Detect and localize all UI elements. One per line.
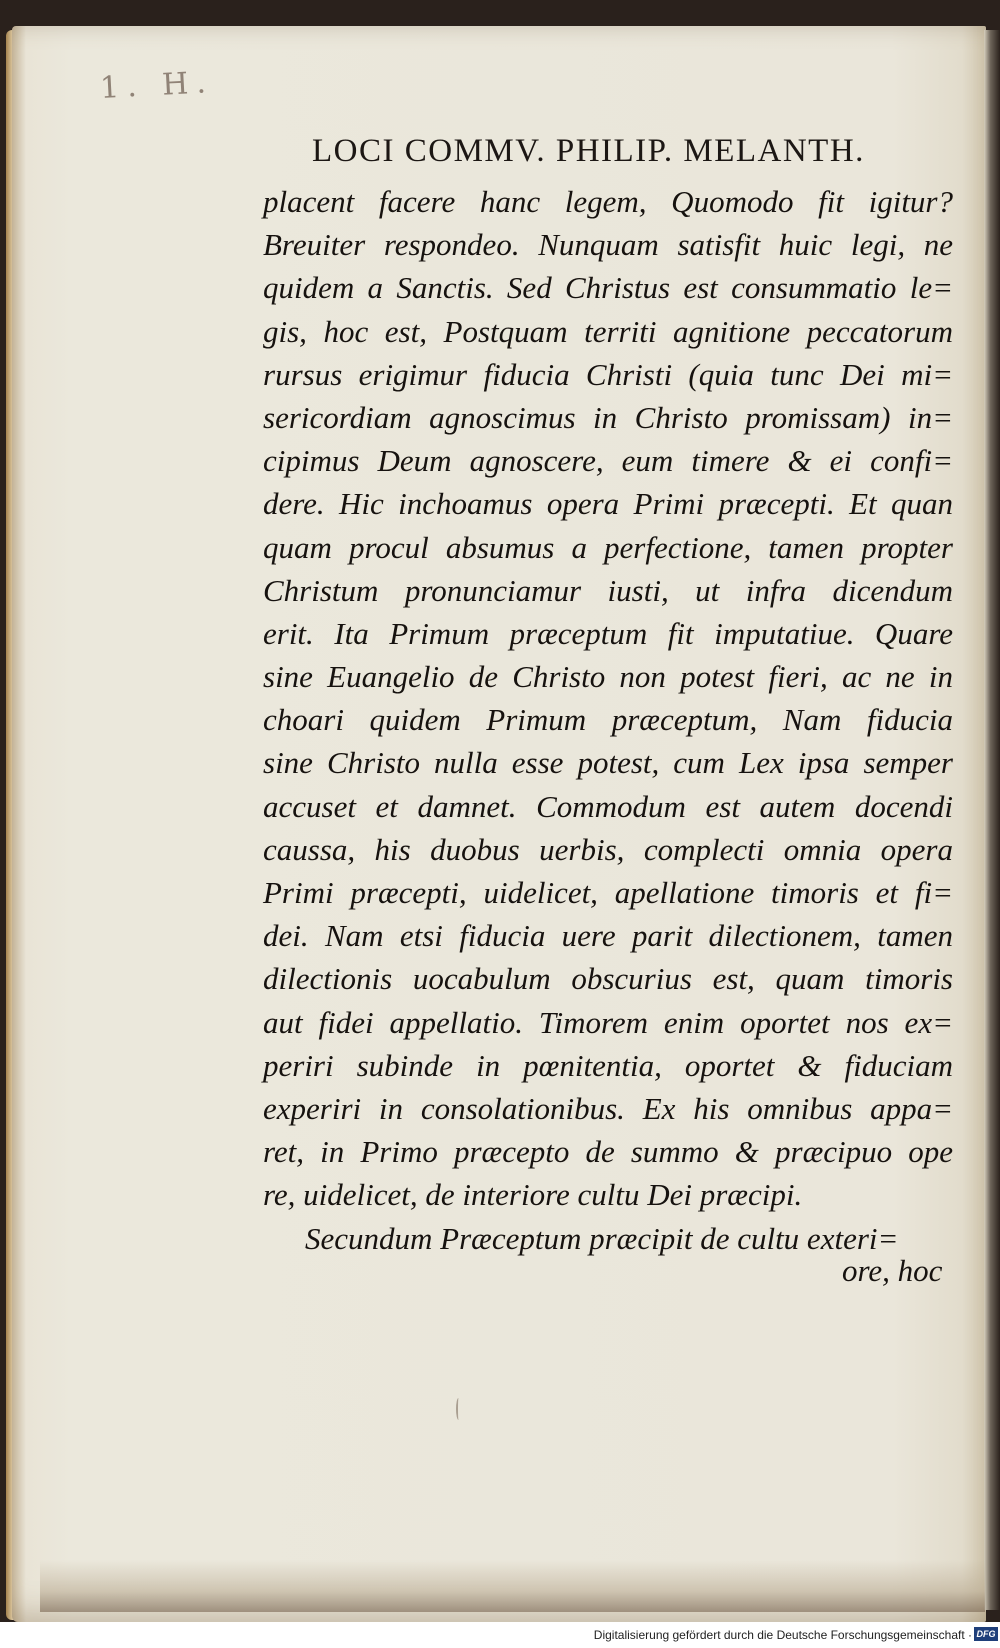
text-line: gis, hoc est, Postquam territi agnitione peccatorum (263, 313, 953, 349)
body-text (263, 180, 953, 1260)
text-line: caussa, his duobus uerbis, complecti omnia opera (263, 831, 953, 867)
running-header: LOCI COMMV. PHILIP. MELANTH. (312, 133, 865, 169)
dfg-logo: DFG (974, 1627, 998, 1641)
text-line: quidem a Sanctis. Sed Christus est consummatio le= (263, 270, 953, 306)
text-line: dei. Nam etsi fiducia uere parit dilectionem, tamen (263, 918, 953, 954)
digitization-footer (0, 1622, 1000, 1648)
handwritten-shelfmark: 1. H. (99, 65, 215, 106)
text-line: Primi præcepti, uidelicet, apellatione timoris et fi= (263, 875, 953, 910)
text-line: dere. Hic inchoamus opera Primi præcepti. Et quan (263, 486, 953, 522)
text-line: Breuiter respondeo. Nunquam satisfit huic legi, ne (263, 227, 953, 263)
text-line: dilectionis uocabulum obscurius est, quam timoris (263, 961, 953, 997)
text-line: accuset et damnet. Commodum est autem docendi (263, 788, 953, 824)
text-line: ret, in Primo præcepto de summo & præcipuo ope (263, 1134, 953, 1170)
text-line: choari quidem Primum præceptum, Nam fiducia (263, 702, 953, 738)
text-line: sine Euangelio de Christo non potest fieri, ac ne in (263, 659, 953, 695)
text-line: placent facere hanc legem, Quomodo fit igitur? (263, 184, 953, 219)
page-bottom-shadow (40, 1560, 985, 1612)
text-line: re, uidelicet, de interiore cultu Dei præcipi. (263, 1177, 803, 1213)
text-line: experiri in consolationibus. Ex his omnibus appa= (263, 1090, 953, 1126)
text-line: periri subinde in pœnitentia, oportet & fiduciam (263, 1047, 953, 1083)
text-line: aut fidei appellatio. Timorem enim oportet nos ex= (263, 1004, 953, 1040)
paper-mark (456, 1398, 461, 1420)
page-right-edge (984, 30, 1000, 1610)
text-line: quam procul absumus a perfectione, tamen propter (263, 529, 953, 565)
text-line: cipimus Deum agnoscere, eum timere & ei confi= (263, 443, 953, 479)
text-line: rursus erigimur fiducia Christi (quia tunc Dei mi= (263, 356, 953, 392)
paragraph-start-line: Secundum Præceptum præcipit de cultu exteri= (305, 1220, 899, 1256)
catchword: ore, hoc (842, 1253, 943, 1288)
text-line: erit. Ita Primum præceptum fit imputatiue. Quare (263, 615, 953, 651)
funding-credit: Digitalisierung gefördert durch die Deutsche Forschungsgemeinschaft · (593, 1628, 972, 1642)
text-line: sericordiam agnoscimus in Christo promissam) in= (263, 399, 953, 435)
text-line: sine Christo nulla esse potest, cum Lex ipsa semper (263, 745, 953, 781)
text-line: Christum pronunciamur iusti, ut infra dicendum (263, 572, 953, 608)
